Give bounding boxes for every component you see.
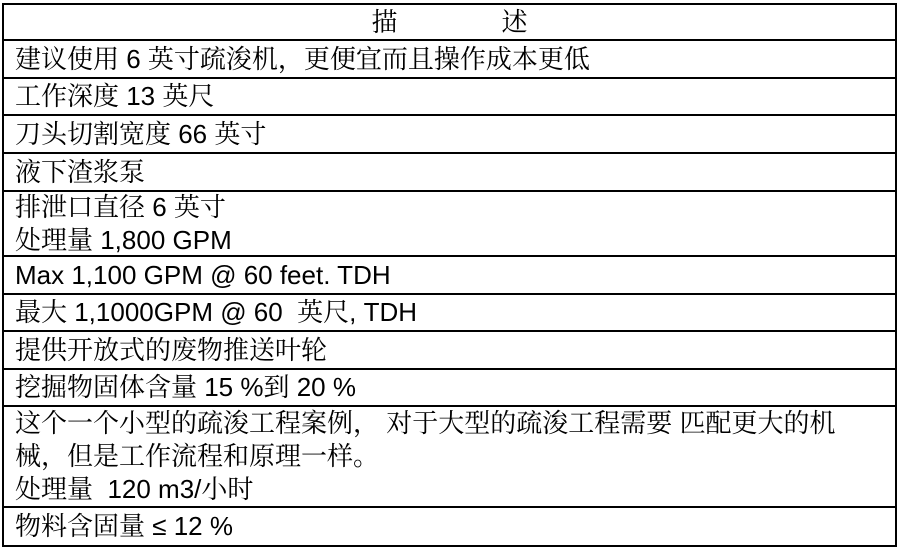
cell-text: 排泄口直径 6 英寸 [15,191,226,222]
cell-paragraph: 这个一个小型的疏浚工程案例， 对于大型的疏浚工程需要 匹配更大的机械，但是工作流程和原理一样。 [15,408,836,471]
table-row [4,77,895,114]
table-row [4,506,895,545]
table-row [4,152,895,190]
description-table [2,3,897,547]
cell-text: 处理量 1,800 GPM [15,224,232,255]
table-row [4,405,895,506]
cell-text: 工作深度 13 英尺 [15,81,215,111]
table-row [4,39,895,77]
table-row [4,330,895,368]
table-row [4,293,895,330]
cell-text: 提供开放式的废物推送叶轮 [15,334,328,365]
cell-text: 最大 1,1000GPM @ 60 英尺, TDH [15,297,418,327]
table-header-row [4,5,895,39]
cell-text: 液下渣浆泵 [15,156,146,187]
table-row [4,255,895,293]
table-row [4,114,895,152]
cell-text: 挖掘物固体含量 15 %到 20 % [15,372,356,402]
cell-text: 刀头切割宽度 66 英寸 [15,118,267,149]
cell-text: 物料含固量 ≤ 12 % [15,511,233,541]
table-header-title: 描 述 [371,6,528,37]
cell-text: Max 1,100 GPM @ 60 feet. TDH [15,259,391,290]
table-row [4,190,895,255]
cell-text: 建议使用 6 英寸疏浚机，更便宜而且操作成本更低 [15,43,590,74]
table-row [4,368,895,405]
cell-text: 处理量 120 m3/小时 [15,474,254,504]
